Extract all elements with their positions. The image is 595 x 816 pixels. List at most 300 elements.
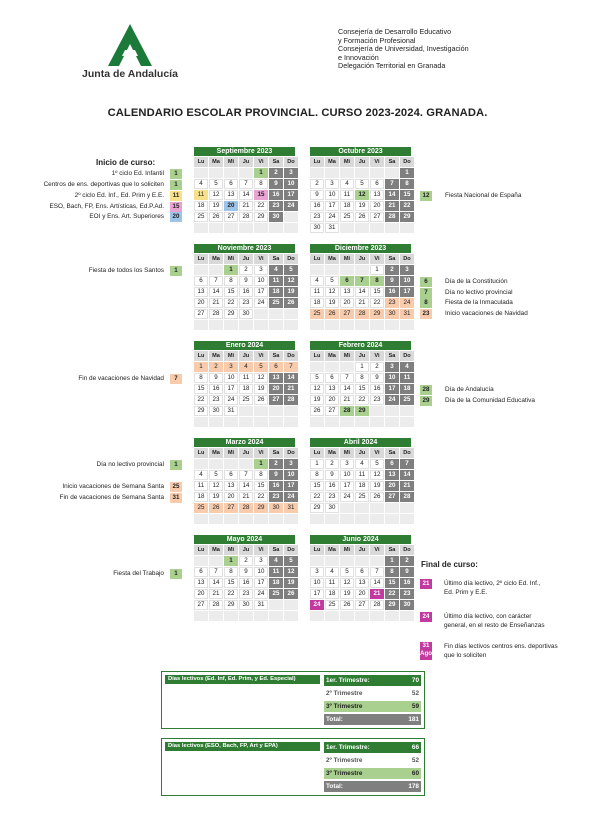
day-cell: 13 <box>194 578 208 588</box>
empty-cell <box>209 265 223 275</box>
empty-cell <box>385 417 399 427</box>
weekday-header: Mi <box>340 545 354 555</box>
day-cell: 29 <box>310 503 324 513</box>
legend-day-swatch: 7 <box>420 288 432 298</box>
day-cell: 2 <box>325 459 339 469</box>
day-cell: 10 <box>254 276 268 286</box>
empty-cell <box>284 611 298 621</box>
empty-cell <box>340 417 354 427</box>
day-cell: 9 <box>370 373 384 383</box>
legend-label: Centros de ens. deportivas que lo soliciten <box>43 181 164 188</box>
day-cell: 29 <box>254 212 268 222</box>
day-cell: 6 <box>194 567 208 577</box>
weekday-header: Vi <box>370 254 384 264</box>
empty-cell <box>340 362 354 372</box>
empty-cell <box>209 514 223 524</box>
day-cell: 4 <box>355 459 369 469</box>
day-cell: 24 <box>325 212 339 222</box>
day-cell: 22 <box>400 201 414 211</box>
day-cell: 28 <box>355 309 369 319</box>
empty-cell <box>209 459 223 469</box>
day-cell: 11 <box>194 190 208 200</box>
legend-label: Fin de vacaciones de Navidad <box>78 375 164 382</box>
legend-label: EOI y Ens. Art. Superiores <box>89 213 164 220</box>
legend-day-swatch: 1 <box>170 169 182 179</box>
day-cell: 24 <box>284 201 298 211</box>
month-title: Noviembre 2023 <box>194 244 295 253</box>
weekday-header: Do <box>400 157 414 167</box>
weekday-header: Do <box>284 254 298 264</box>
day-cell: 20 <box>370 201 384 211</box>
empty-cell <box>284 320 298 330</box>
day-cell: 6 <box>224 179 238 189</box>
row-value: 52 <box>396 688 421 699</box>
day-cell: 23 <box>400 589 414 599</box>
weekday-header: Lu <box>194 448 208 458</box>
day-cell: 18 <box>400 384 414 394</box>
day-cell: 23 <box>310 212 324 222</box>
row-value: 52 <box>396 755 421 766</box>
dept-line: Delegación Territorial en Granada <box>338 61 446 71</box>
day-cell: 17 <box>254 578 268 588</box>
end-of-year-title: Final de curso: <box>421 560 478 569</box>
day-cell: 24 <box>254 298 268 308</box>
day-cell: 25 <box>194 212 208 222</box>
day-cell: 3 <box>310 567 324 577</box>
day-cell: 14 <box>355 287 369 297</box>
empty-cell <box>224 459 238 469</box>
day-cell: 27 <box>355 600 369 610</box>
legend-label: Día de la Constitución <box>445 278 508 285</box>
weekday-header: Ju <box>239 157 253 167</box>
department-block <box>338 28 469 71</box>
empty-cell <box>355 223 369 233</box>
month-days-grid <box>310 157 411 233</box>
day-cell: 23 <box>239 589 253 599</box>
legend-day-swatch: 25 <box>170 482 182 492</box>
day-cell: 1 <box>385 556 399 566</box>
day-cell: 20 <box>385 481 399 491</box>
day-cell: 24 <box>254 589 268 599</box>
day-cell: 11 <box>400 373 414 383</box>
day-cell: 16 <box>269 481 283 491</box>
day-cell: 21 <box>370 589 384 599</box>
day-cell: 29 <box>224 600 238 610</box>
legend-day-swatch: 1 <box>170 266 182 276</box>
day-cell: 15 <box>194 384 208 394</box>
weekday-header: Ju <box>239 254 253 264</box>
month-days-grid <box>194 254 295 330</box>
day-cell: 9 <box>310 190 324 200</box>
day-cell: 21 <box>284 384 298 394</box>
legend-label: Fiesta Nacional de España <box>445 192 522 199</box>
empty-cell <box>194 459 208 469</box>
weekday-header: Sa <box>269 157 283 167</box>
day-cell: 25 <box>239 395 253 405</box>
row-label: 2º Trimestre <box>324 688 396 699</box>
day-cell: 16 <box>239 578 253 588</box>
day-cell: 27 <box>269 395 283 405</box>
day-cell: 30 <box>400 600 414 610</box>
weekday-header: Vi <box>370 157 384 167</box>
empty-cell <box>325 514 339 524</box>
day-cell: 15 <box>254 481 268 491</box>
day-cell: 26 <box>284 589 298 599</box>
legend-label: Día de la Comunidad Educativa <box>445 397 535 404</box>
day-cell: 12 <box>254 373 268 383</box>
legend-label: Fiesta de la Inmaculada <box>445 299 513 306</box>
weekday-header: Lu <box>310 157 324 167</box>
day-cell: 22 <box>224 298 238 308</box>
empty-cell <box>224 223 238 233</box>
weekday-header: Sa <box>385 351 399 361</box>
empty-cell <box>224 611 238 621</box>
day-cell: 7 <box>239 179 253 189</box>
table-row <box>324 675 421 686</box>
legend-day-swatch: 8 <box>420 298 432 308</box>
empty-cell <box>239 168 253 178</box>
empty-cell <box>340 168 354 178</box>
empty-cell <box>310 556 324 566</box>
day-cell: 1 <box>224 556 238 566</box>
empty-cell <box>310 362 324 372</box>
day-cell: 16 <box>370 384 384 394</box>
empty-cell <box>400 611 414 621</box>
day-cell: 19 <box>254 384 268 394</box>
day-cell: 10 <box>340 470 354 480</box>
legend-label: Inicio vacaciones de Navidad <box>445 310 528 317</box>
day-cell: 17 <box>310 589 324 599</box>
day-cell: 4 <box>310 276 324 286</box>
day-cell: 4 <box>400 362 414 372</box>
weekday-header: Mi <box>224 157 238 167</box>
day-cell: 5 <box>340 567 354 577</box>
month-calendar <box>310 341 411 427</box>
empty-cell <box>400 503 414 513</box>
junta-logo <box>80 24 180 82</box>
weekday-header: Ma <box>325 254 339 264</box>
legend-day-swatch: 1 <box>170 180 182 190</box>
day-cell: 28 <box>370 600 384 610</box>
day-cell: 4 <box>194 179 208 189</box>
day-cell: 30 <box>385 309 399 319</box>
day-cell: 2 <box>385 265 399 275</box>
weekday-header: Ju <box>355 351 369 361</box>
month-days-grid <box>310 351 411 427</box>
day-cell: 25 <box>269 298 283 308</box>
empty-cell <box>284 212 298 222</box>
day-cell: 22 <box>370 298 384 308</box>
table-row <box>324 701 421 712</box>
empty-cell <box>284 406 298 416</box>
day-cell: 5 <box>209 179 223 189</box>
day-cell: 9 <box>239 276 253 286</box>
day-cell: 2 <box>400 556 414 566</box>
month-title: Octubre 2023 <box>310 147 411 156</box>
legend-label: Fiesta de todos los Santos <box>88 267 164 274</box>
day-cell: 11 <box>239 373 253 383</box>
day-cell: 30 <box>325 503 339 513</box>
day-cell: 15 <box>385 578 399 588</box>
day-cell: 29 <box>224 309 238 319</box>
day-cell: 28 <box>239 212 253 222</box>
empty-cell <box>269 611 283 621</box>
day-cell: 18 <box>194 492 208 502</box>
day-cell: 7 <box>370 567 384 577</box>
day-cell: 20 <box>355 589 369 599</box>
day-cell: 10 <box>385 373 399 383</box>
empty-cell <box>385 611 399 621</box>
month-calendar <box>194 438 295 524</box>
day-cell: 8 <box>194 373 208 383</box>
empty-cell <box>400 223 414 233</box>
day-cell: 1 <box>194 362 208 372</box>
page-header <box>0 0 595 90</box>
empty-cell <box>325 168 339 178</box>
table-row <box>324 781 421 792</box>
day-cell: 14 <box>209 578 223 588</box>
junta-logo-icon <box>108 24 152 66</box>
weekday-header: Lu <box>194 351 208 361</box>
empty-cell <box>400 417 414 427</box>
weekday-header: Vi <box>370 351 384 361</box>
empty-cell <box>224 168 238 178</box>
day-cell: 8 <box>310 470 324 480</box>
day-cell: 19 <box>284 578 298 588</box>
month-title: Mayo 2024 <box>194 535 295 544</box>
day-cell: 8 <box>370 276 384 286</box>
day-cell: 8 <box>224 276 238 286</box>
day-cell: 25 <box>310 309 324 319</box>
legend-label: Día de Andalucía <box>445 386 494 393</box>
row-value: 181 <box>396 714 421 725</box>
day-cell: 13 <box>385 470 399 480</box>
table-row <box>324 714 421 725</box>
day-cell: 10 <box>254 567 268 577</box>
legend-day-swatch: 28 <box>420 385 432 395</box>
empty-cell <box>370 320 384 330</box>
day-cell: 26 <box>209 212 223 222</box>
day-cell: 7 <box>340 373 354 383</box>
day-cell: 16 <box>385 287 399 297</box>
empty-cell <box>325 362 339 372</box>
weekday-header: Ma <box>325 448 339 458</box>
day-cell: 14 <box>239 481 253 491</box>
day-cell: 13 <box>370 190 384 200</box>
legend-day-swatch: 1 <box>170 569 182 579</box>
day-cell: 29 <box>400 212 414 222</box>
weekday-header: Ju <box>239 545 253 555</box>
day-cell: 16 <box>239 287 253 297</box>
empty-cell <box>269 417 283 427</box>
day-cell: 4 <box>194 470 208 480</box>
page-title: CALENDARIO ESCOLAR PROVINCIAL. CURSO 2023-2024. GRANADA. <box>107 107 488 119</box>
day-cell: 21 <box>385 201 399 211</box>
empty-cell <box>370 223 384 233</box>
empty-cell <box>254 320 268 330</box>
legend-label: 2º ciclo Ed. Inf., Ed. Prim y E.E. <box>74 192 164 199</box>
month-days-grid <box>194 448 295 524</box>
empty-cell <box>355 168 369 178</box>
empty-cell <box>284 514 298 524</box>
empty-cell <box>340 265 354 275</box>
day-cell: 25 <box>269 589 283 599</box>
empty-cell <box>310 320 324 330</box>
empty-cell <box>340 556 354 566</box>
row-label: 1er. Trimestre: <box>324 675 396 686</box>
day-cell: 11 <box>194 481 208 491</box>
day-cell: 23 <box>269 201 283 211</box>
day-cell: 28 <box>239 503 253 513</box>
day-cell: 26 <box>254 395 268 405</box>
day-cell: 14 <box>370 578 384 588</box>
weekday-header: Vi <box>254 157 268 167</box>
row-label: Total: <box>324 781 396 792</box>
day-cell: 3 <box>254 265 268 275</box>
legend-day-swatch: 21 <box>420 579 432 589</box>
row-label: 2º Trimestre <box>324 755 396 766</box>
day-cell: 21 <box>209 589 223 599</box>
row-value: 178 <box>396 781 421 792</box>
legend-day-swatch: 20 <box>170 212 182 222</box>
weekday-header: Vi <box>254 448 268 458</box>
empty-cell <box>340 223 354 233</box>
day-cell: 3 <box>284 168 298 178</box>
day-cell: 19 <box>284 287 298 297</box>
day-cell: 30 <box>239 600 253 610</box>
day-cell: 21 <box>340 395 354 405</box>
day-cell: 21 <box>239 201 253 211</box>
empty-cell <box>254 611 268 621</box>
day-cell: 7 <box>209 276 223 286</box>
legend-day-swatch: 23 <box>420 309 432 319</box>
day-cell: 3 <box>284 459 298 469</box>
weekday-header: Ma <box>209 351 223 361</box>
empty-cell <box>400 320 414 330</box>
legend-day-swatch: 15 <box>170 202 182 212</box>
day-cell: 9 <box>269 470 283 480</box>
weekday-header: Ma <box>209 157 223 167</box>
day-cell: 8 <box>254 470 268 480</box>
empty-cell <box>209 168 223 178</box>
row-value: 66 <box>396 742 421 753</box>
table-row <box>324 768 421 779</box>
weekday-header: Do <box>284 448 298 458</box>
day-cell: 14 <box>400 470 414 480</box>
weekday-header: Vi <box>254 545 268 555</box>
weekday-header: Vi <box>254 254 268 264</box>
lective-days-table <box>161 738 425 796</box>
day-cell: 31 <box>325 223 339 233</box>
day-cell: 26 <box>340 600 354 610</box>
weekday-header: Do <box>400 545 414 555</box>
empty-cell <box>385 503 399 513</box>
month-title: Diciembre 2023 <box>310 244 411 253</box>
day-cell: 24 <box>400 298 414 308</box>
weekday-header: Lu <box>194 157 208 167</box>
weekday-header: Ju <box>239 351 253 361</box>
empty-cell <box>355 320 369 330</box>
day-cell: 28 <box>400 492 414 502</box>
day-cell: 26 <box>355 212 369 222</box>
empty-cell <box>400 406 414 416</box>
day-cell: 6 <box>385 459 399 469</box>
day-cell: 4 <box>340 179 354 189</box>
table-title: Días lectivos (Ed. Inf, Ed. Prim, y Ed. Especial) <box>165 675 320 684</box>
legend-label-line: general, en el resto de Enseñanzas <box>444 621 545 629</box>
legend-label: Día no lectivo provincial <box>96 461 164 468</box>
legend-label: Inicio vacaciones de Semana Santa <box>62 483 164 490</box>
day-cell: 30 <box>269 212 283 222</box>
day-cell: 17 <box>284 190 298 200</box>
empty-cell <box>400 514 414 524</box>
logo-text: Junta de Andalucía <box>82 68 178 80</box>
day-cell: 7 <box>355 276 369 286</box>
day-cell: 12 <box>340 578 354 588</box>
weekday-header: Sa <box>385 448 399 458</box>
legend-label-line: Fin días lectivos centros ens. deportivas <box>444 643 558 650</box>
legend-label-line: Último día lectivo, 2º ciclo Ed. Inf., <box>444 580 541 587</box>
weekday-header: Do <box>284 157 298 167</box>
empty-cell <box>385 514 399 524</box>
empty-cell <box>254 417 268 427</box>
day-cell: 6 <box>355 567 369 577</box>
empty-cell <box>194 417 208 427</box>
day-cell: 16 <box>269 190 283 200</box>
day-cell: 11 <box>355 470 369 480</box>
day-cell: 26 <box>310 406 324 416</box>
day-cell: 30 <box>269 503 283 513</box>
empty-cell <box>355 556 369 566</box>
month-calendar <box>194 147 295 233</box>
day-cell: 20 <box>224 201 238 211</box>
day-cell: 13 <box>325 384 339 394</box>
day-cell: 18 <box>355 481 369 491</box>
day-cell: 14 <box>209 287 223 297</box>
day-cell: 29 <box>355 406 369 416</box>
row-label: 3º Trimestre <box>324 768 396 779</box>
day-cell: 2 <box>239 265 253 275</box>
empty-cell <box>209 611 223 621</box>
day-cell: 10 <box>400 276 414 286</box>
day-cell: 18 <box>194 201 208 211</box>
day-cell: 26 <box>370 492 384 502</box>
day-cell: 13 <box>224 481 238 491</box>
day-cell: 30 <box>310 223 324 233</box>
empty-cell <box>325 265 339 275</box>
day-cell: 5 <box>355 179 369 189</box>
row-label: 3º Trimestre <box>324 701 396 712</box>
day-cell: 15 <box>310 481 324 491</box>
day-cell: 18 <box>239 384 253 394</box>
weekday-header: Lu <box>194 254 208 264</box>
weekday-header: Lu <box>310 351 324 361</box>
empty-cell <box>269 600 283 610</box>
day-cell: 28 <box>209 600 223 610</box>
empty-cell <box>310 265 324 275</box>
day-cell: 14 <box>284 373 298 383</box>
empty-cell <box>194 556 208 566</box>
weekday-header: Mi <box>224 545 238 555</box>
row-value: 70 <box>396 675 421 686</box>
legend-day-swatch: 24 <box>420 612 432 622</box>
dept-line: Consejería de Desarrollo Educativo <box>338 27 452 36</box>
day-cell: 22 <box>194 395 208 405</box>
day-cell: 25 <box>194 503 208 513</box>
empty-cell <box>209 320 223 330</box>
day-cell: 16 <box>400 578 414 588</box>
day-cell: 31 <box>224 406 238 416</box>
